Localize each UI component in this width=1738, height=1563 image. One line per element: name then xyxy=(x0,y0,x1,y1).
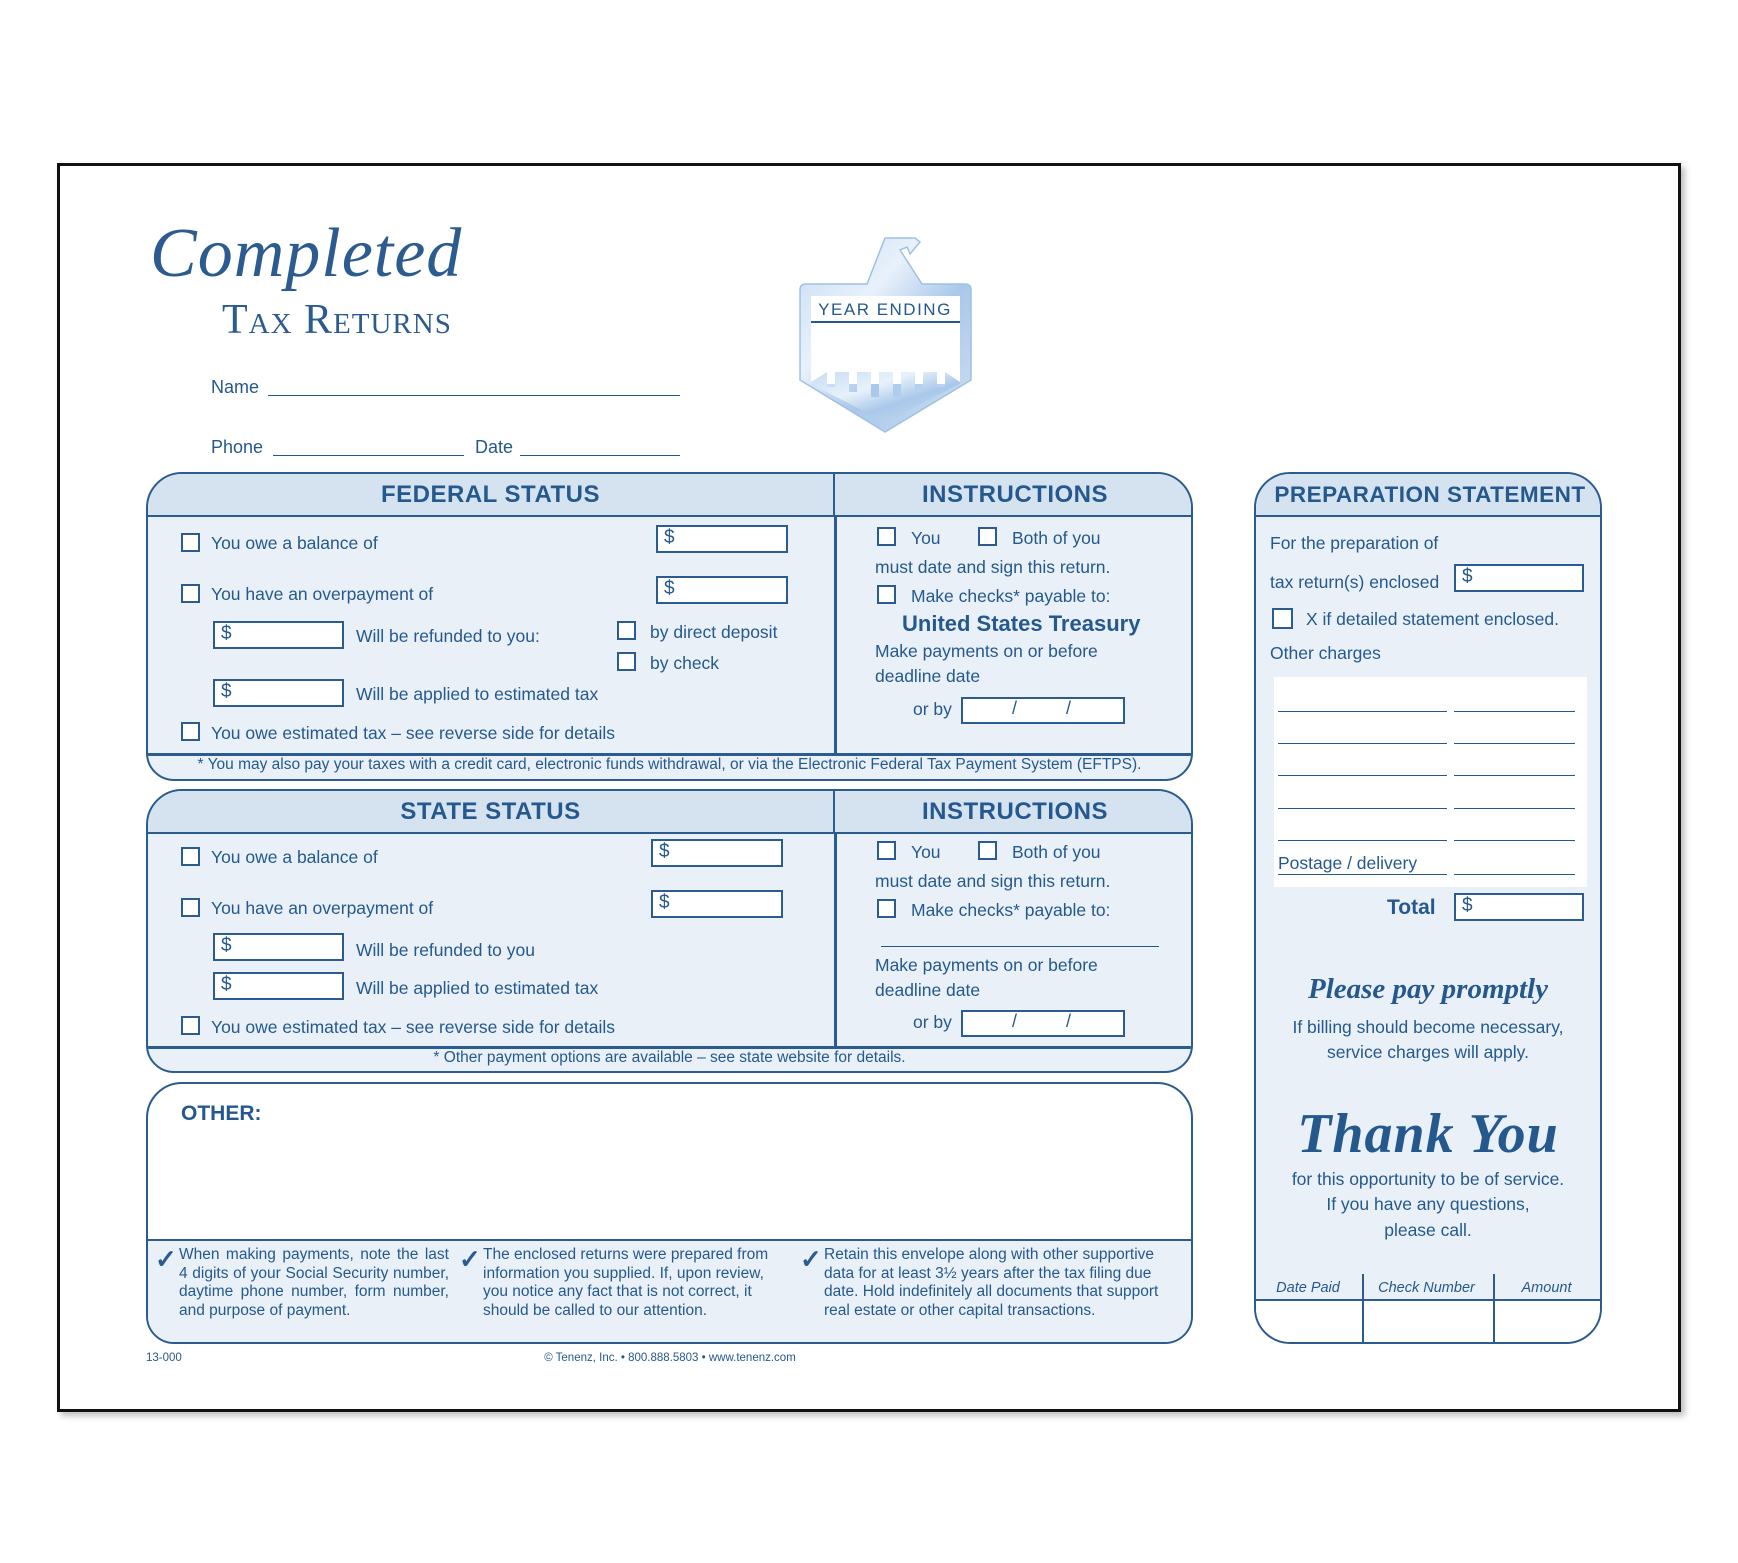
fed-owe-estimated-label: You owe estimated tax – see reverse side for details xyxy=(211,723,616,743)
checkmark-icon: ✓ xyxy=(459,1244,481,1274)
charge-desc-field[interactable] xyxy=(1278,840,1447,841)
charge-amount-field[interactable] xyxy=(1454,711,1575,712)
state-must-sign: must date and sign this return. xyxy=(875,871,1111,891)
other-label: OTHER: xyxy=(181,1102,262,1125)
fed-you-checkbox[interactable] xyxy=(877,527,896,546)
th-amount: Amount xyxy=(1521,1280,1572,1296)
fed-payments-line2: deadline date xyxy=(875,666,981,686)
state-overpayment-checkbox[interactable] xyxy=(181,898,200,917)
postage-label: Postage / delivery xyxy=(1278,853,1418,873)
detailed-statement-label: X if detailed statement enclosed. xyxy=(1306,609,1559,629)
fed-overpayment-checkbox[interactable] xyxy=(181,584,200,603)
fed-by-check-checkbox[interactable] xyxy=(617,652,636,671)
date-label: Date xyxy=(475,437,514,457)
th-check-number: Check Number xyxy=(1378,1280,1475,1296)
thank-you: Thank You xyxy=(1297,1103,1559,1165)
date-field[interactable] xyxy=(520,455,680,456)
svg-text:YEAR ENDING: YEAR ENDING xyxy=(818,300,952,319)
fed-footnote: * You may also pay your taxes with a credit card, electronic funds withdrawal, or via the Electronic Federal Tax Payment System (EFTPS). xyxy=(197,756,1142,773)
date-separator: / xyxy=(1012,698,1018,718)
fed-make-checks-checkbox[interactable] xyxy=(877,585,896,604)
state-refund-amount[interactable]: $ xyxy=(213,933,344,961)
fed-owe-balance-label: You owe a balance of xyxy=(211,533,378,553)
state-applied-label: Will be applied to estimated tax xyxy=(356,978,599,998)
state-owe-balance-checkbox[interactable] xyxy=(181,847,200,866)
copyright: © Tenenz, Inc. • 800.888.5803 • www.tenenz.com xyxy=(544,1352,796,1364)
state-owe-estimated-label: You owe estimated tax – see reverse side for details xyxy=(211,1017,616,1037)
total-label: Total xyxy=(1387,896,1436,919)
charge-amount-field[interactable] xyxy=(1454,743,1575,744)
charge-desc-field[interactable] xyxy=(1278,775,1447,776)
fed-you-label: You xyxy=(911,528,941,548)
fed-overpayment-label: You have an overpayment of xyxy=(211,584,434,604)
eagle-shield-icon xyxy=(797,232,974,436)
detailed-statement-checkbox[interactable] xyxy=(1272,608,1293,629)
form-number: 13-000 xyxy=(146,1352,182,1364)
fed-both-checkbox[interactable] xyxy=(978,527,997,546)
charge-amount-field[interactable] xyxy=(1454,808,1575,809)
state-refund-label: Will be refunded to you xyxy=(356,940,535,960)
charge-amount-field[interactable] xyxy=(1454,775,1575,776)
fed-direct-deposit-checkbox[interactable] xyxy=(617,621,636,640)
state-applied-amount[interactable]: $ xyxy=(213,972,344,1000)
please-pay-promptly: Please pay promptly xyxy=(1307,973,1548,1005)
preparation-header: PREPARATION STATEMENT xyxy=(1256,474,1602,517)
date-paid-cell[interactable] xyxy=(1256,1300,1360,1340)
phone-label: Phone xyxy=(211,437,264,457)
postage-amount-field[interactable] xyxy=(1454,874,1575,875)
name-label: Name xyxy=(211,377,260,397)
fed-by-check-label: by check xyxy=(650,653,720,673)
thanks-line3: please call. xyxy=(1384,1220,1472,1240)
federal-instructions-header: INSTRUCTIONS xyxy=(835,474,1193,517)
prep-line2: tax return(s) enclosed xyxy=(1270,572,1440,592)
year-ending-badge xyxy=(797,232,974,436)
charge-desc-field[interactable] xyxy=(1278,808,1447,809)
state-overpayment-amount[interactable]: $ xyxy=(651,890,783,918)
name-field[interactable] xyxy=(268,395,680,396)
state-overpayment-label: You have an overpayment of xyxy=(211,898,434,918)
state-owe-balance-label: You owe a balance of xyxy=(211,847,378,867)
prep-fee-amount[interactable]: $ xyxy=(1454,564,1584,592)
state-you-checkbox[interactable] xyxy=(877,841,896,860)
state-payments-line1: Make payments on or before xyxy=(875,955,1098,975)
fed-must-sign: must date and sign this return. xyxy=(875,557,1111,577)
phone-field[interactable] xyxy=(273,455,464,456)
other-notes-area[interactable] xyxy=(181,1140,1181,1230)
state-deadline-date-field[interactable] xyxy=(961,1010,1125,1037)
fed-or-by-label: or by xyxy=(913,699,952,719)
state-or-by-label: or by xyxy=(913,1012,952,1032)
state-both-checkbox[interactable] xyxy=(978,841,997,860)
note-payments: When making payments, note the last 4 digits of your Social Security number, daytime phone number, form number, and purpose of payment. xyxy=(179,1246,449,1319)
total-amount[interactable]: $ xyxy=(1454,893,1584,921)
state-you-label: You xyxy=(911,842,941,862)
fed-owe-estimated-checkbox[interactable] xyxy=(181,722,200,741)
state-make-checks-label: Make checks* payable to: xyxy=(911,900,1111,920)
th-date-paid: Date Paid xyxy=(1276,1280,1340,1296)
date-separator: / xyxy=(1066,698,1072,718)
column-divider xyxy=(834,517,837,754)
fed-refund-label: Will be refunded to you: xyxy=(356,626,540,646)
state-payee-field[interactable] xyxy=(881,946,1159,947)
title-completed: Completed xyxy=(150,215,463,292)
fed-direct-deposit-label: by direct deposit xyxy=(650,622,778,642)
state-make-checks-checkbox[interactable] xyxy=(877,899,896,918)
charge-amount-field[interactable] xyxy=(1454,840,1575,841)
check-number-cell[interactable] xyxy=(1362,1300,1491,1340)
state-status-header: STATE STATUS xyxy=(148,791,835,834)
postage-underline xyxy=(1278,874,1447,875)
date-separator: / xyxy=(1066,1011,1072,1031)
fed-applied-label: Will be applied to estimated tax xyxy=(356,684,599,704)
fed-both-label: Both of you xyxy=(1012,528,1101,548)
federal-status-header: FEDERAL STATUS xyxy=(148,474,835,517)
thanks-line2: If you have any questions, xyxy=(1326,1194,1530,1214)
column-divider xyxy=(834,834,837,1047)
fed-payments-line1: Make payments on or before xyxy=(875,641,1098,661)
note-prepared: The enclosed returns were prepared from information you supplied. If, upon review, you notice any fact that is not correct, it should be called to our attention. xyxy=(483,1246,769,1319)
fed-make-checks-label: Make checks* payable to: xyxy=(911,586,1111,606)
state-owe-estimated-checkbox[interactable] xyxy=(181,1016,200,1035)
state-payments-line2: deadline date xyxy=(875,980,981,1000)
fed-owe-balance-checkbox[interactable] xyxy=(181,533,200,552)
checkmark-icon: ✓ xyxy=(155,1244,177,1274)
prep-line1: For the preparation of xyxy=(1270,533,1439,553)
state-owe-balance-amount[interactable]: $ xyxy=(651,839,783,867)
checkmark-icon: ✓ xyxy=(800,1244,822,1274)
fed-owe-balance-amount[interactable]: $ xyxy=(656,525,788,553)
date-separator: / xyxy=(1012,1011,1018,1031)
amount-cell[interactable] xyxy=(1493,1300,1600,1340)
title-tax-returns: Tax Returns xyxy=(222,297,452,343)
state-both-label: Both of you xyxy=(1012,842,1101,862)
charge-desc-field[interactable] xyxy=(1278,711,1447,712)
fed-refund-amount[interactable]: $ xyxy=(213,621,344,649)
fed-applied-amount[interactable]: $ xyxy=(213,679,344,707)
fed-deadline-date-field[interactable] xyxy=(961,697,1125,724)
note-retain: Retain this envelope along with other supportive data for at least 3½ years after the tax filing due date. Hold indefinitely all documents that support real estate or other capital transactions. xyxy=(824,1246,1159,1319)
fed-overpayment-amount[interactable]: $ xyxy=(656,576,788,604)
billing-line2: service charges will apply. xyxy=(1327,1042,1529,1062)
charge-desc-field[interactable] xyxy=(1278,743,1447,744)
billing-line1: If billing should become necessary, xyxy=(1292,1017,1564,1037)
state-footnote: * Other payment options are available – see state website for details. xyxy=(433,1049,906,1066)
other-charges-label: Other charges xyxy=(1270,643,1381,663)
thanks-line1: for this opportunity to be of service. xyxy=(1291,1169,1565,1189)
fed-payee: United States Treasury xyxy=(902,611,1141,636)
state-instructions-header: INSTRUCTIONS xyxy=(835,791,1193,834)
